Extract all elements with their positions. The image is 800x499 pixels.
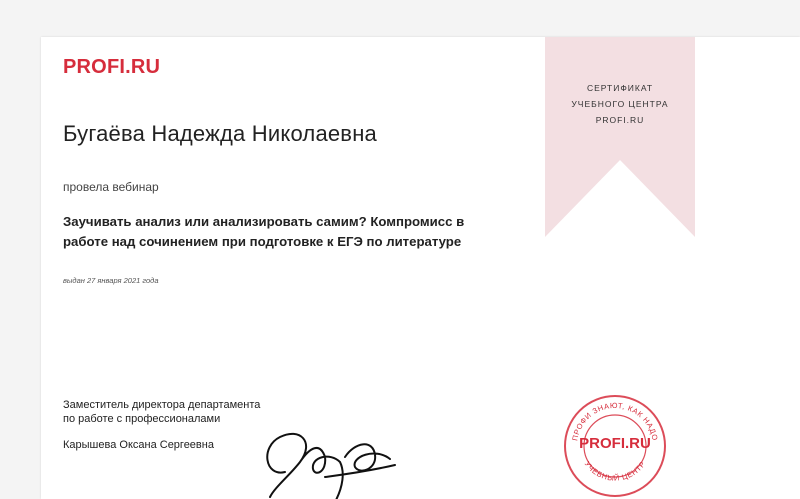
handwritten-signature: [255, 417, 415, 499]
issue-date: выдан 27 января 2021 года: [63, 276, 159, 285]
stamp-center-logo: PROFI.RU: [579, 435, 651, 452]
signatory-role-line-1: Заместитель директора департамента: [63, 399, 261, 411]
profi-logo: PROFI.RU: [63, 56, 161, 78]
ribbon-line-3: PROFI.RU: [595, 115, 645, 125]
ribbon-line-1: СЕРТИФИКАТ: [586, 83, 654, 93]
stamp-top-text: ПРОФИ ЗНАЮТ, КАК НАДО: [570, 400, 660, 442]
webinar-topic: Заучивать анализ или анализировать самим? Компромисс в работе над сочинением при подготовке к ЕГЭ по литературе: [63, 214, 465, 249]
signatory-role: [63, 398, 260, 426]
certificate-ribbon: [545, 37, 695, 237]
signatory-role-line-2: по работе с профессионалами: [63, 413, 221, 425]
ribbon-title: [545, 80, 695, 128]
recipient-name: Бугаёва Надежда Николаевна: [63, 121, 377, 146]
ribbon-line-2: УЧЕБНОГО ЦЕНТРА: [571, 99, 669, 109]
action-text: провела вебинар: [63, 180, 159, 194]
signatory-name: Карышева Оксана Сергеевна: [63, 439, 214, 451]
stamp-bottom-text: УЧЕБНЫЙ ЦЕНТР: [582, 459, 648, 483]
certificate: [41, 37, 800, 499]
